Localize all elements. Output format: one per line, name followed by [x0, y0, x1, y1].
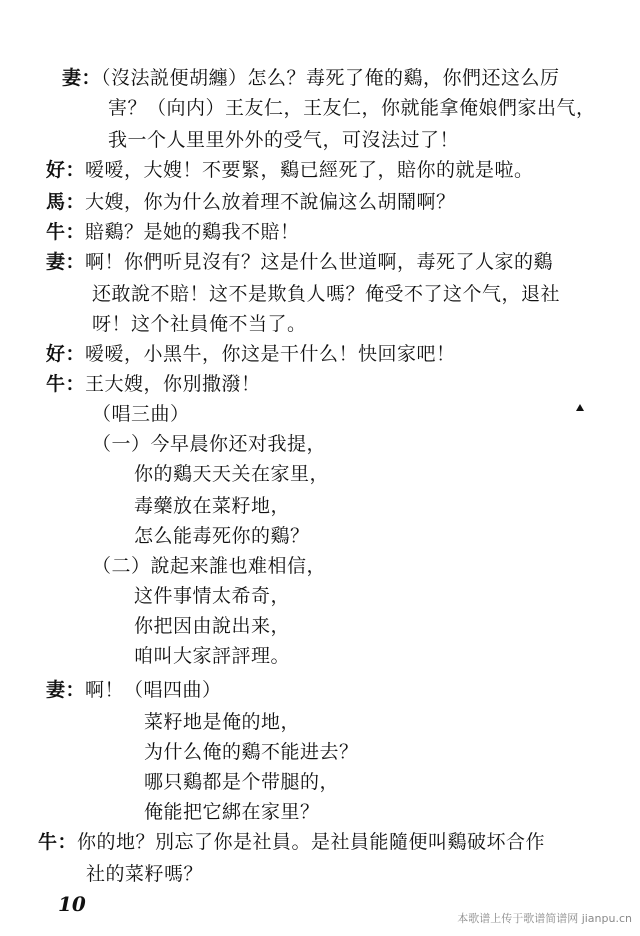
script-line: [46, 220, 300, 244]
line-text: （二）說起来誰也难相信，: [92, 555, 327, 577]
line-text: 俺能把它綁在家里？: [144, 801, 320, 823]
line-text: 你把因由說出来，: [134, 615, 291, 637]
script-line: [46, 158, 534, 182]
page-number: 10: [58, 892, 86, 916]
script-line: [134, 644, 290, 668]
speaker-label: 妻：: [46, 251, 86, 273]
script-line: [144, 710, 300, 734]
speaker-label: 好：: [46, 343, 86, 365]
speaker-label: 牛：: [46, 221, 86, 243]
line-text: 害？（向内）王友仁，王友仁，你就能拿俺娘們家出气，: [108, 97, 596, 119]
script-line: [92, 554, 326, 578]
line-text: 啊！你們听見沒有？这是什么世道啊，毒死了人家的鷄: [85, 251, 554, 273]
script-line: [92, 432, 326, 456]
speaker-label: 妻：: [46, 679, 86, 701]
line-text: （沒法説便胡纏）怎么？毒死了俺的鷄，你們还这么厉: [101, 67, 560, 89]
line-text: 王大嫂，你別撒潑！: [85, 373, 261, 395]
script-line: [46, 190, 456, 214]
line-text: 哪只鷄都是个带腿的，: [144, 771, 340, 793]
script-line: [144, 770, 339, 794]
line-text: 賠鷄？是她的鷄我不賠！: [85, 221, 300, 243]
script-line: [46, 678, 222, 702]
script-line: [38, 830, 545, 854]
line-text: 还敢說不賠！这不是欺負人嗎？俺受不了这个气，退社: [92, 283, 561, 305]
script-line: [134, 524, 310, 548]
script-line: [92, 402, 190, 426]
line-text: 毒藥放在菜籽地，: [134, 495, 291, 517]
speaker-label: 好：: [46, 159, 86, 181]
script-line: [92, 312, 307, 336]
line-text: 怎么能毒死你的鷄？: [134, 525, 310, 547]
line-text: 嗳嗳，小黑牛，你这是干什么！快回家吧！: [85, 343, 456, 365]
line-text: 这件事情太希奇，: [134, 585, 291, 607]
watermark: 本歌谱上传于歌谱简谱网 jianpu.cn: [457, 912, 632, 925]
speaker-label: 妻：: [62, 67, 102, 89]
script-line: [46, 342, 456, 366]
line-text: 咱叫大家評評理。: [134, 645, 291, 667]
speaker-label: 牛：: [46, 373, 86, 395]
script-line: [134, 494, 290, 518]
speaker-label: 馬：: [46, 191, 86, 213]
line-text: 你的地？別忘了你是社員。是社員能隨便叫鷄破坏合作: [77, 831, 546, 853]
line-text: 你的鷄天天关在家里，: [134, 463, 330, 485]
line-text: 菜籽地是俺的地，: [144, 711, 301, 733]
script-line: [134, 462, 329, 486]
line-text: 大嫂，你为什么放着理不說偏这么胡鬧啊？: [85, 191, 456, 213]
ink-mark: [576, 404, 584, 411]
line-text: 呀！这个社員俺不当了。: [92, 313, 307, 335]
line-text: 为什么俺的鷄不能进去？: [144, 741, 359, 763]
line-text: （一）今早晨你还对我提，: [92, 433, 327, 455]
line-text: 我一个人里里外外的受气，可沒法过了！: [108, 129, 460, 151]
line-text: 嗳嗳，大嫂！不要緊，鷄已經死了，賠你的就是啦。: [85, 159, 534, 181]
line-text: 啊！（唱四曲）: [85, 679, 222, 701]
script-line: [144, 800, 320, 824]
script-line: [134, 584, 290, 608]
script-line: [134, 614, 290, 638]
script-line: [92, 282, 560, 306]
line-text: （唱三曲）: [92, 403, 190, 425]
line-text: 社的菜籽嗎？: [86, 863, 204, 885]
script-line: [108, 96, 596, 120]
script-line: [86, 862, 203, 886]
script-line: [108, 128, 459, 152]
script-line: [46, 250, 553, 274]
script-line: [62, 66, 560, 90]
script-line: [144, 740, 359, 764]
speaker-label: 牛：: [38, 831, 78, 853]
script-line: [46, 372, 261, 396]
